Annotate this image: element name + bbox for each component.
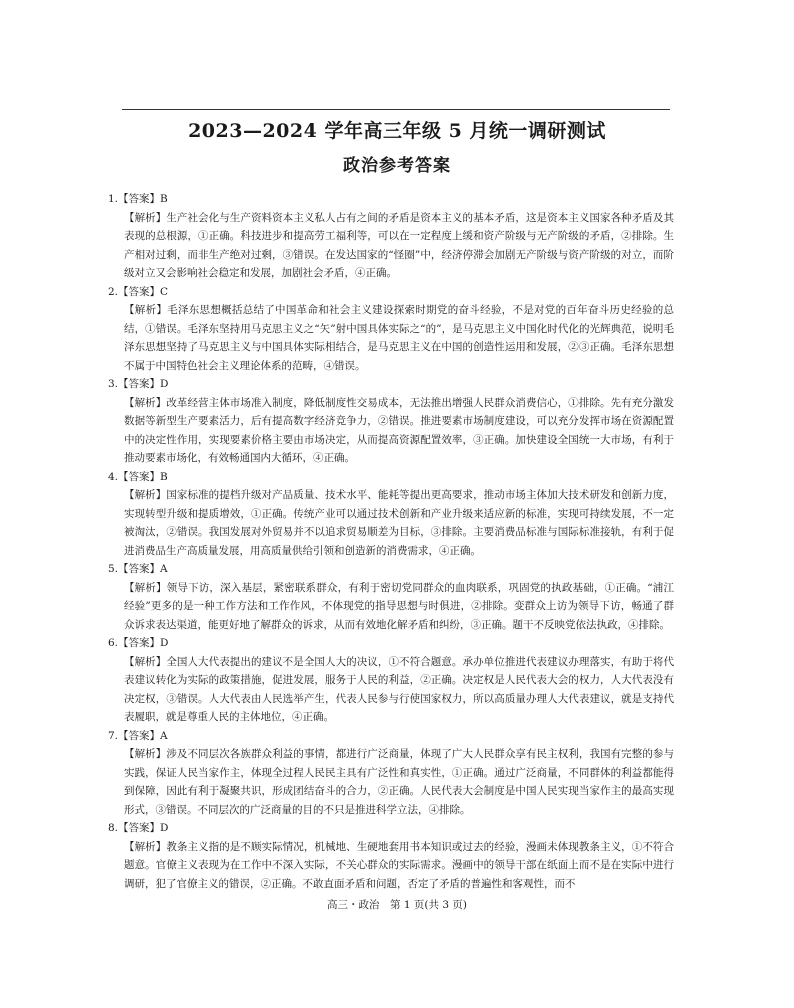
answer-key: 【答案】D <box>118 822 169 834</box>
document-subtitle: 政治参考答案 <box>343 156 451 176</box>
item-number: 7. <box>107 729 118 742</box>
analysis-text: 【解析】全国人大代表提出的建议不是全国人大的决议，①不符合题意。承办单位推进代表建议办理落实，有助于将代表建议转化为实际的政策措施，促进发展，服务于人民的利益，②正确。决定权是人民代表大会的权力，人大代表没有决定权，③错误。人大代表由人民选举产生，代表人民参与行使国家权力，所以高质量办理人大代表建议，就是支持代表履职，就是尊重人民的主体地位，④正确。 <box>124 655 674 723</box>
answer-key: 【答案】A <box>118 729 168 742</box>
item-number: 8. <box>107 822 118 834</box>
analysis-text: 【解析】生产社会化与生产资料资本主义私人占有之间的矛盾是资本主义的基本矛盾，这是资本主义国家各种矛盾及其表现的总根源，①正确。科技进步和提高劳工福利等，可以在一定程度上缓和资产阶级与无产阶级的矛盾，②排除。生产相对过剩，而非生产绝对过剩，③错误。在发达国家的“怪圈”中，经济停滞会加剧无产阶级与资产阶级的对立，而阶级对立又会影响社会稳定和发展，加剧社会矛盾，④正确。 <box>124 211 674 279</box>
item-number: 5. <box>107 563 118 575</box>
page-footer: 高三・政治 第 1 页(共 3 页) <box>327 899 467 911</box>
answer-item-4 <box>107 468 674 561</box>
answer-item-2 <box>107 283 674 376</box>
answer-item-7 <box>107 727 674 820</box>
answer-key: 【答案】A <box>118 563 168 575</box>
item-number: 1. <box>107 193 118 205</box>
analysis-text: 【解析】领导下访，深入基层，紧密联系群众，有利于密切党同群众的血肉联系，巩固党的执政基础，①正确。“浦江经验”更多的是一种工作方法和工作作风，不体现党的指导思想与时俱进，②排除。变群众上访为领导下访，畅通了群众诉求表达渠道，能更好地了解群众的诉求，从而有效地化解矛盾和纠纷，③正确。题干不反映党依法执政，④排除。 <box>124 581 674 631</box>
analysis-text: 【解析】涉及不同层次各族群众利益的事情，都进行广泛商量，体现了广大人民群众享有民主权利，我国有完整的参与实践，保证人民当家作主，体现全过程人民民主具有广泛性和真实性，①正确。通过广泛商量，不同群体的利益都能得到保障，因此有利于凝聚共识，形成团结奋斗的合力，②正确。人民代表大会制度是中国人民实现当家作主的最高实现形式，③错误。不同层次的广泛商量的目的不只是推进科学立法，④排除。 <box>124 748 674 816</box>
answer-key: 【答案】C <box>118 285 169 298</box>
item-number: 6. <box>107 637 118 649</box>
analysis-text: 【解析】国家标准的提档升级对产品质量、技术水平、能耗等提出更高要求，推动市场主体加大技术研发和创新力度，实现转型升级和提质增效，①正确。传统产业可以通过技术创新和产业升级来适应新的标准，实现可持续发展，不一定被淘汰，②错误。我国发展对外贸易并不以追求贸易顺差为目标，③排除。主要消费品标准与国际标准接轨，有利于促进消费品生产高质量发展，用高质量供给引领和创造新的消费需求，④正确。 <box>124 489 674 557</box>
answer-key: 【答案】B <box>118 470 168 483</box>
answer-key: 【答案】D <box>118 378 169 390</box>
answer-key: 【答案】D <box>118 637 169 649</box>
top-rule <box>122 109 670 110</box>
item-number: 3. <box>107 378 118 390</box>
answer-item-8 <box>107 819 674 893</box>
answer-item-1 <box>107 190 674 283</box>
analysis-text: 【解析】改革经营主体市场准入制度，降低制度性交易成本，无法推出增强人民群众消费信心，①排除。先有充分激发数据等新型生产要素活力，后有提高数字经济竞争力，②错误。推进要素市场制度建设，可以充分发挥市场在资源配置中的决定性作用，实现要素价格主要由市场决定，从而提高资源配置效率，③正确。加快建设全国统一大市场，有利于推动要素市场化，有效畅通国内大循环，④正确。 <box>124 396 674 464</box>
analysis-text: 【解析】毛泽东思想概括总结了中国革命和社会主义建设探索时期党的奋斗经验，不是对党的百年奋斗历史经验的总结，①错误。毛泽东坚持用马克思主义之“矢”射中国具体实际之“的”，是马克思主义中国化时代化的光辉典范，说明毛泽东思想坚持了马克思主义与中国具体实际相结合，是马克思主义在中国的创造性运用和发展，②③正确。毛泽东思想不属于中国特色社会主义理论体系的范畴，④错误。 <box>124 304 674 372</box>
answer-item-5 <box>107 560 674 634</box>
answer-item-3 <box>107 375 674 468</box>
answer-list <box>107 190 674 893</box>
item-number: 4. <box>107 470 118 483</box>
answer-item-6 <box>107 634 674 727</box>
document-title: 2023—2024 学年高三年级 5 月统一调研测试 <box>188 120 606 142</box>
item-number: 2. <box>107 285 118 298</box>
analysis-text: 【解析】教条主义指的是不顾实际情况，机械地、生硬地套用书本知识或过去的经验，漫画未体现教条主义，①不符合题意。官僚主义表现为在工作中不深入实际，不关心群众的实际需求。漫画中的领导干部在纸面上而不是在实际中进行调研，犯了官僚主义的错误，②正确。不敢直面矛盾和问题，否定了矛盾的普遍性和客观性，而不 <box>124 840 674 890</box>
answer-key: 【答案】B <box>118 193 168 205</box>
